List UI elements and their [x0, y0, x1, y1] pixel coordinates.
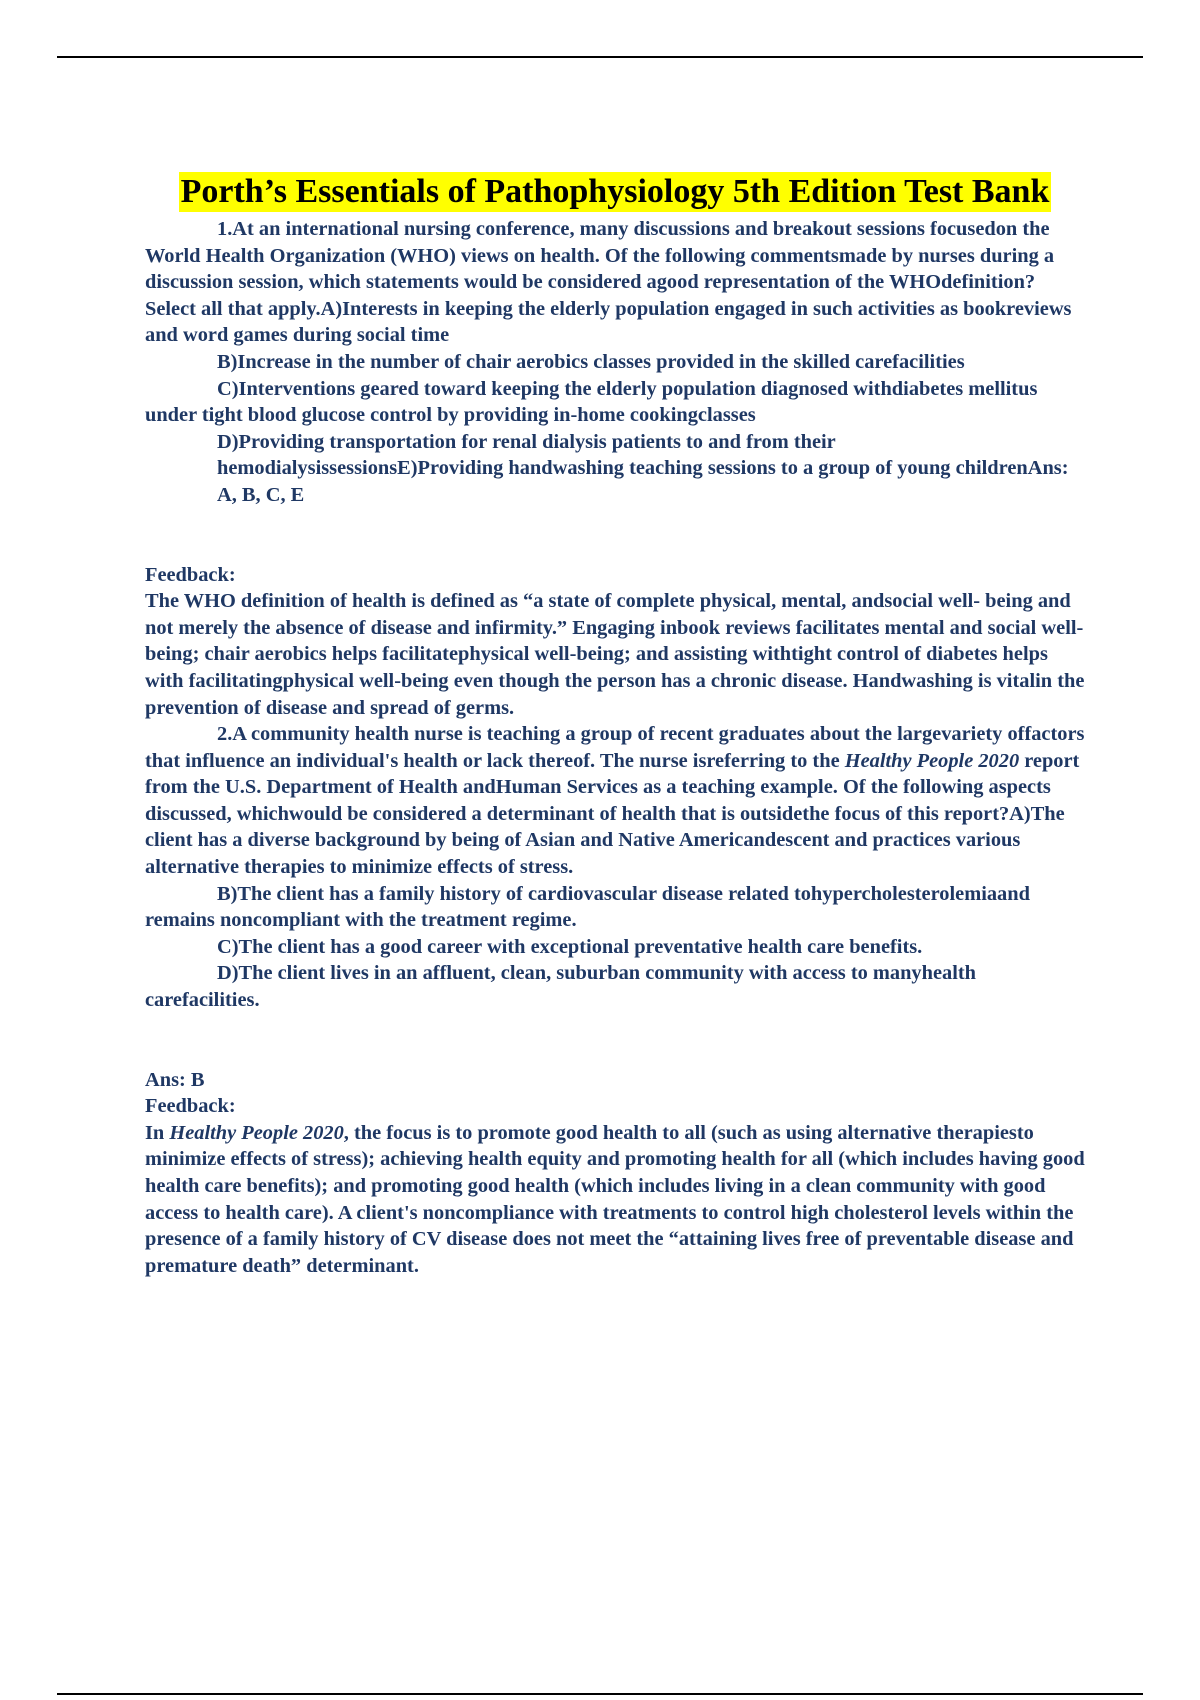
- q2-feedback-part1: In: [145, 1121, 170, 1144]
- document-body: [145, 172, 1085, 1279]
- q2-feedback: [145, 1120, 1085, 1280]
- q2-option-d: D)The client lives in an affluent, clean, suburban community with access to manyhealth carefacilities.: [145, 962, 977, 1012]
- q1-stem: 1.At an international nursing conference, many discussions and breakout sessions focusedon the World Health Organization (WHO) views on health. Of the following commentsmade by nurses during a discussion session, which statements would be considered agood representation of the WHOdefinition? Select all that apply.A)Interests in keeping the elderly population engaged in such activities as bookreviews and word games during social time: [145, 218, 1072, 347]
- q2-stem-part2: report from the U.S. Department of Health andHuman Services as a teaching example. Of the following aspects discussed, whichwould be considered a determinant of health that is outsidethe focus of this report?A)The client has a diverse background by being of Asian and Native Americandescent and practices various alternative therapies to minimize effects of stress.: [145, 749, 1080, 879]
- spacer: [145, 509, 1085, 562]
- q1-option-c: C)Interventions geared toward keeping the elderly population diagnosed withdiabetes mellitus under tight blood glucose control by providing in-home cookingclasses: [145, 377, 1038, 427]
- q2-stem-part1: 2.A community health nurse is teaching a group of recent graduates about the largevariety offactors that influence an individual's health or lack thereof. The nurse isreferring to the: [145, 723, 1085, 772]
- question-2: [145, 721, 1085, 1279]
- spacer: [145, 1014, 1085, 1067]
- title-container: [145, 172, 1085, 212]
- q2-option-c: C)The client has a good career with exceptional preventative health care benefits.: [217, 935, 923, 958]
- q2-stem-italic: Healthy People 2020: [844, 749, 1020, 772]
- q1-option-d-e-answer: D)Providing transportation for renal dialysis patients to and from their hemodialysissessionsE)Providing handwashing teaching sessions to a group of young childrenAns: A, B, C, E: [217, 430, 1069, 506]
- q2-stem: [145, 721, 1085, 881]
- q2-feedback-part2: , the focus is to promote good health to all (such as using alternative therapiesto minimize effects of stress); achieving health equity and promoting health for all (which includes having good health care benefits); and promoting good health (which includes living in a clean community with good access to health care). A client's noncompliance with treatments to control high cholesterol levels within the presence of a family history of CV disease does not meet the “attaining lives free of preventable disease and premature death” determinant.: [145, 1121, 1085, 1277]
- question-1: [145, 216, 1085, 721]
- q2-feedback-italic: Healthy People 2020: [169, 1121, 344, 1144]
- top-rule: [57, 56, 1143, 58]
- q1-option-b: B)Increase in the number of chair aerobics classes provided in the skilled carefacilities: [217, 350, 965, 373]
- q2-option-b: B)The client has a family history of cardiovascular disease related tohypercholesterolemiaand remains noncompliant with the treatment regime.: [145, 882, 1030, 932]
- bottom-rule: [57, 1693, 1143, 1695]
- document-title: Porth’s Essentials of Pathophysiology 5th Edition Test Bank: [180, 173, 1050, 210]
- q2-answer: Ans: B: [145, 1068, 205, 1091]
- q1-feedback: The WHO definition of health is defined as “a state of complete physical, mental, andsocial well- being and not merely the absence of disease and infirmity.” Engaging inbook reviews facilitates mental and social well-being; chair aerobics helps facilitatephysical well-being; and assisting withtight control of diabetes helps with facilitatingphysical well-being even though the person has a chronic disease. Handwashing is vitalin the prevention of disease and spread of germs.: [145, 590, 1085, 719]
- q2-feedback-label: Feedback:: [145, 1095, 236, 1118]
- q1-feedback-label: Feedback:: [145, 563, 236, 586]
